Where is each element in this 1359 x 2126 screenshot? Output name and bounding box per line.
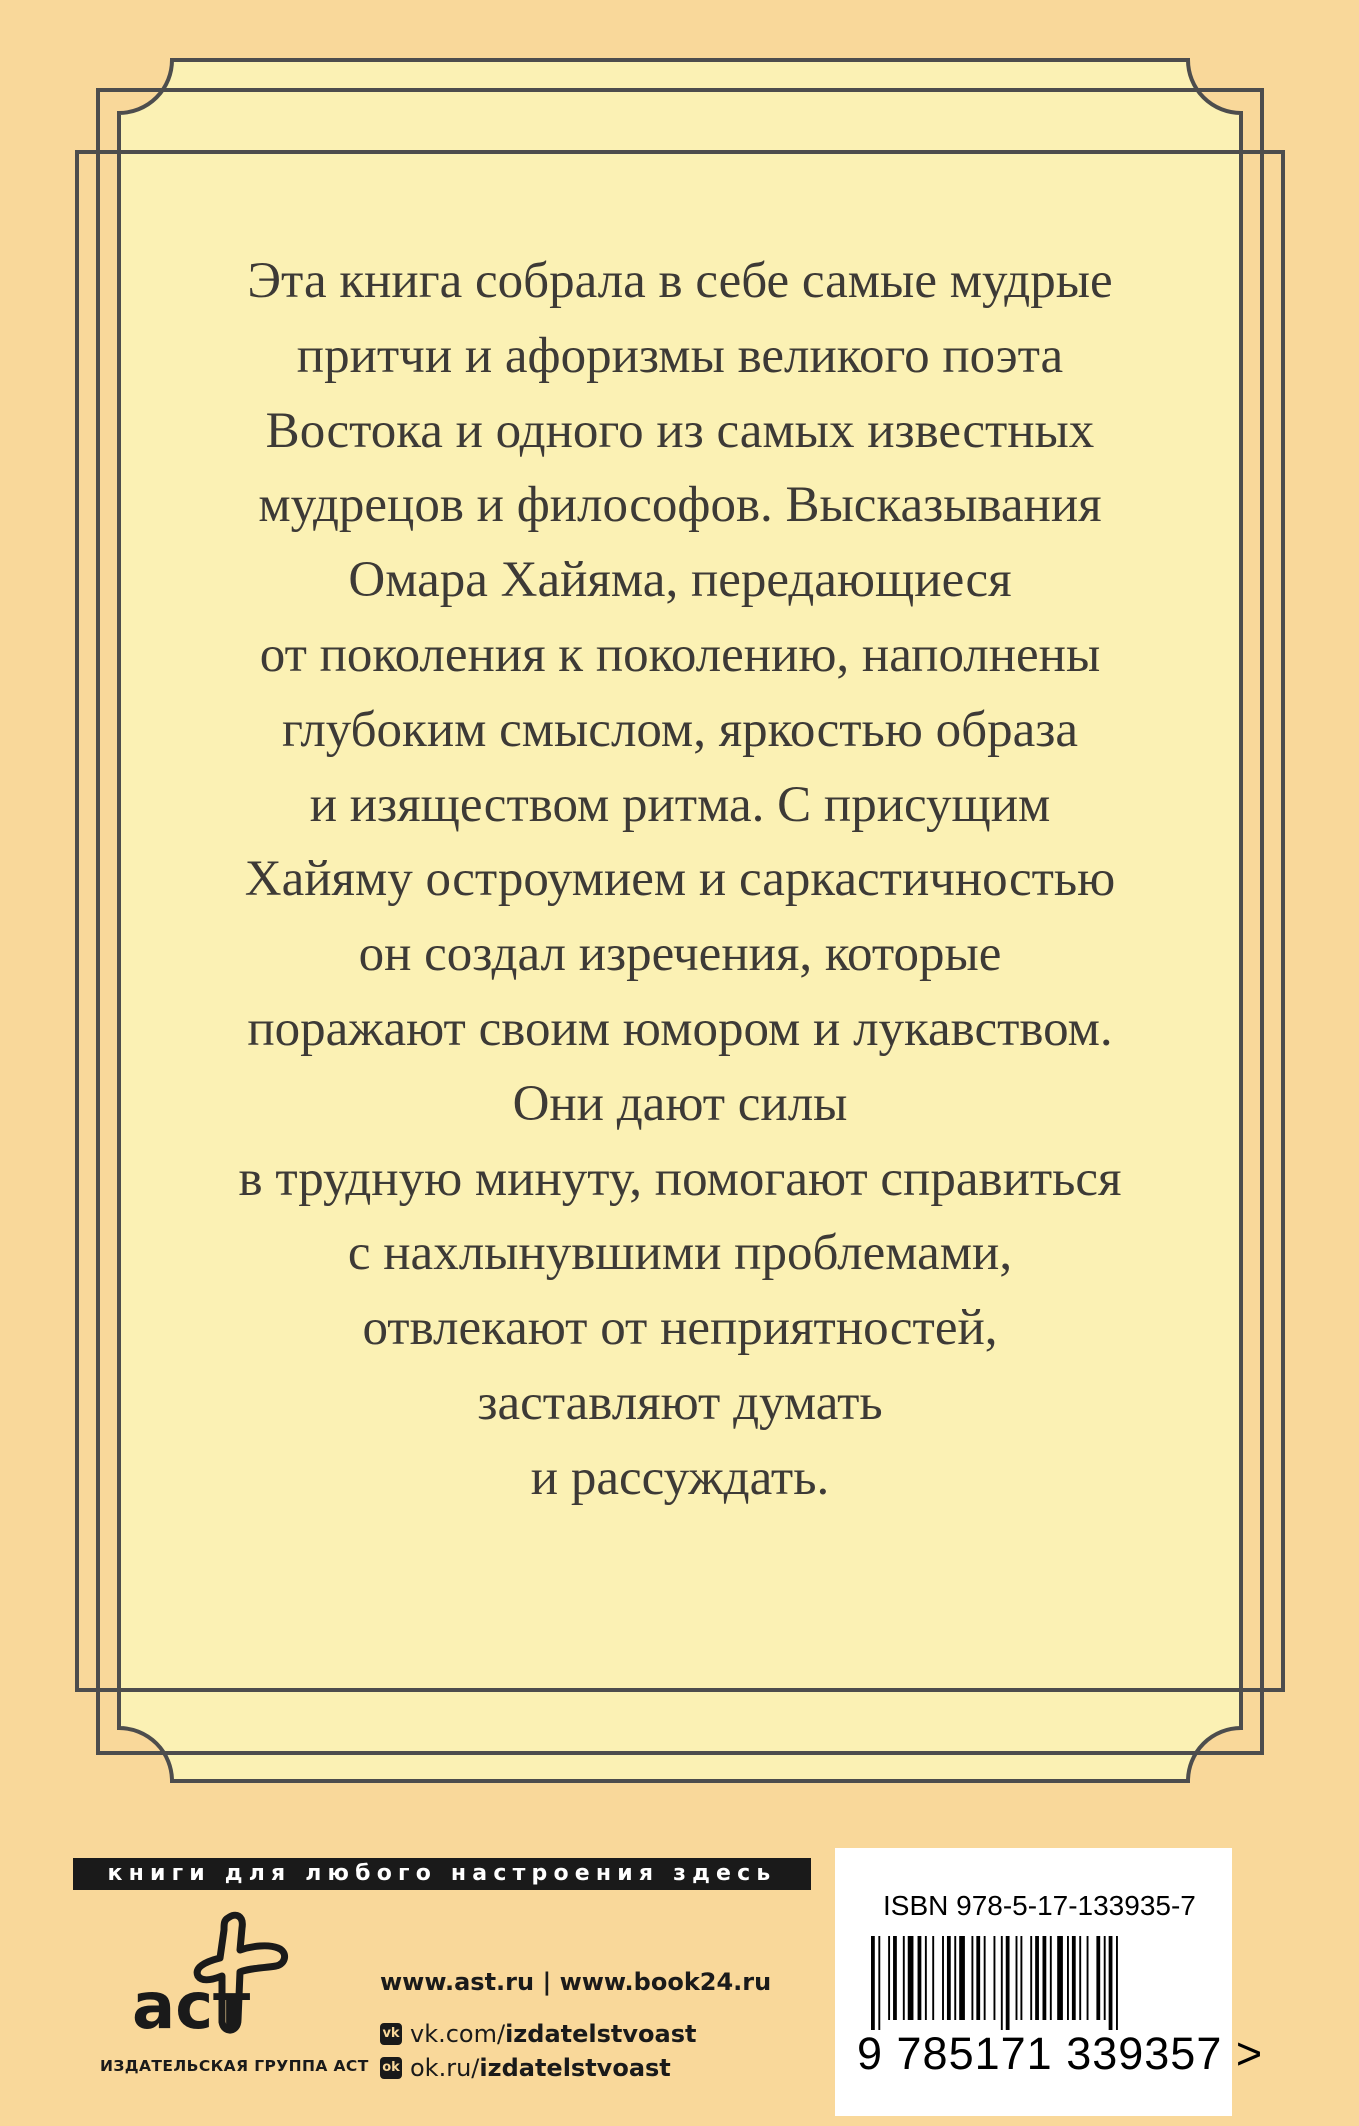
ok-handle: izdatelstvoast bbox=[479, 2054, 671, 2082]
description-line: с нахлынувшими проблемами, bbox=[347, 1225, 1013, 1282]
description-line: притчи и афоризмы великого поэта bbox=[296, 327, 1064, 384]
barcode-bar bbox=[1020, 1936, 1022, 2020]
barcode-bar bbox=[1006, 1936, 1010, 2030]
barcode-bar bbox=[1001, 1936, 1003, 2030]
barcode-bar bbox=[1104, 1936, 1106, 2020]
barcode-bar bbox=[976, 1936, 980, 2020]
barcode-bar bbox=[1109, 1936, 1113, 2030]
description-line: Востока и одного из самых известных bbox=[265, 402, 1095, 459]
barcode-bar bbox=[1030, 1936, 1032, 2020]
barcode-bar bbox=[1035, 1936, 1039, 2020]
description-line: глубоким смыслом, яркостью образа bbox=[281, 701, 1079, 758]
barcode-bar bbox=[1016, 1936, 1018, 2020]
barcode-digits: 9 785171 339357 > bbox=[857, 2028, 1264, 2079]
barcode-bar bbox=[1067, 1936, 1069, 2020]
description-line: мудрецов и философов. Высказывания bbox=[258, 477, 1102, 534]
book-description bbox=[150, 244, 1210, 1516]
vk-icon: vk bbox=[380, 2023, 402, 2045]
barcode-bar bbox=[1043, 1936, 1047, 2020]
barcode-bar bbox=[932, 1936, 934, 2020]
vk-prefix: vk.com/ bbox=[410, 2020, 506, 2048]
barcode-bar bbox=[903, 1936, 905, 2020]
ok-icon: ok bbox=[380, 2057, 402, 2079]
description-line: Эта книга собрала в себе самые мудрые bbox=[247, 253, 1113, 309]
ast-logo-text: аст bbox=[132, 1970, 251, 2044]
barcode-bar bbox=[971, 1936, 973, 2020]
description-line: Омара Хайяма, передающиеся bbox=[348, 552, 1012, 609]
ok-link[interactable] bbox=[380, 2054, 671, 2082]
description-line: и рассуждать. bbox=[530, 1449, 830, 1506]
barcode-bar bbox=[984, 1936, 986, 2020]
barcode-bar bbox=[994, 1936, 996, 2020]
publisher-caption: ИЗДАТЕЛЬСКАЯ ГРУППА АСТ bbox=[100, 2057, 369, 2075]
vk-handle: izdatelstvoast bbox=[505, 2020, 697, 2048]
barcode-bar bbox=[878, 1936, 880, 2030]
barcode-bar bbox=[925, 1936, 927, 2020]
barcode-bar bbox=[1087, 1936, 1089, 2020]
barcode-bar bbox=[1072, 1936, 1076, 2020]
description-line: и изяществом ритма. С присущим bbox=[309, 776, 1051, 833]
ok-prefix: ok.ru/ bbox=[410, 2054, 480, 2082]
description-line: поражают своим юмором и лукавством. bbox=[247, 1000, 1113, 1057]
barcode-bar bbox=[1116, 1936, 1118, 2030]
description-line: Хайяму остроумием и саркастичностью bbox=[244, 851, 1116, 908]
description-line: он создал изречения, которые bbox=[358, 926, 1002, 983]
barcode-bar bbox=[1057, 1936, 1063, 2020]
tagline-banner: книги для любого настроения здесь bbox=[73, 1858, 811, 1890]
description-line: от поколения к поколению, наполнены bbox=[259, 626, 1101, 683]
barcode-bar bbox=[908, 1936, 914, 2020]
barcode-bar bbox=[954, 1936, 956, 2020]
description-line: в трудную минуту, помогают справиться bbox=[238, 1150, 1122, 1207]
description-line: отвлекают от неприятностей, bbox=[362, 1300, 998, 1357]
barcode-bar bbox=[893, 1936, 897, 2020]
vk-link[interactable] bbox=[380, 2020, 696, 2048]
barcode-bar bbox=[947, 1936, 951, 2020]
barcode-bar bbox=[871, 1936, 875, 2030]
barcode-bar bbox=[942, 1936, 944, 2020]
description-line: Они дают силы bbox=[512, 1075, 848, 1132]
barcode-bar bbox=[1079, 1936, 1081, 2020]
barcode-bar bbox=[888, 1936, 890, 2020]
barcode-bar bbox=[959, 1936, 965, 2020]
description-line: заставляют думать bbox=[477, 1374, 883, 1431]
publisher-websites[interactable]: www.ast.ru | www.book24.ru bbox=[380, 1968, 772, 1996]
barcode-panel bbox=[835, 1848, 1264, 2116]
barcode-bar bbox=[918, 1936, 922, 2020]
barcode-bar bbox=[1050, 1936, 1052, 2020]
ast-logo bbox=[128, 1910, 318, 2050]
barcode-bar bbox=[1096, 1936, 1100, 2020]
isbn-number: ISBN 978-5-17-133935-7 bbox=[883, 1890, 1196, 1921]
